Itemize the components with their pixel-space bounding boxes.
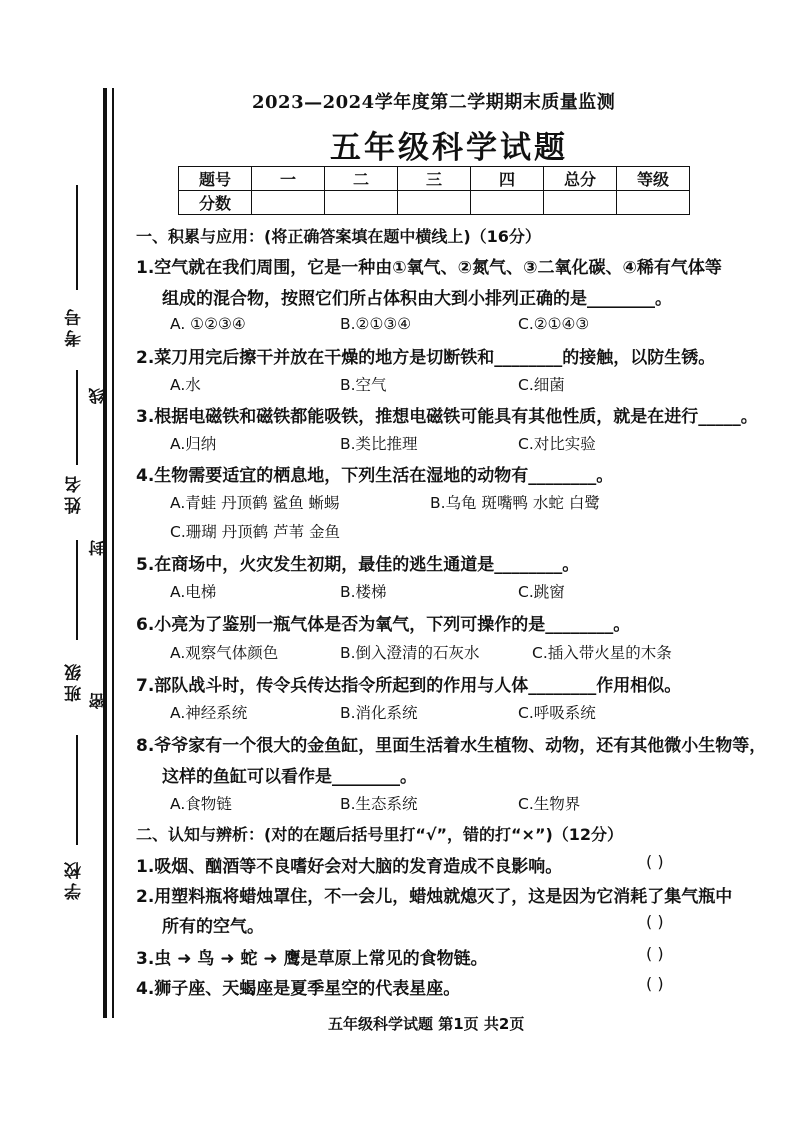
binding-line-thin	[112, 88, 114, 1018]
q5-option-b[interactable]: B.楼梯	[340, 583, 387, 601]
q3-option-a[interactable]: A.归纳	[170, 435, 217, 453]
q8-line1: 8.爷爷家有一个很大的金鱼缸，里面生活着水生植物、动物，还有其他微小生物等，	[136, 736, 767, 756]
page-footer: 五年级科学试题 第1页 共2页	[328, 1015, 525, 1033]
score-table	[178, 166, 690, 215]
q1-option-c[interactable]: C.②①④③	[518, 315, 590, 333]
q7-line1: 7.部队战斗时，传令兵传达指令所起到的作用与人体________作用相似。	[136, 676, 682, 696]
score-cell: 题号	[179, 167, 252, 191]
q1-option-a[interactable]: A. ①②③④	[170, 315, 246, 333]
s2-q1: 1.吸烟、酗酒等不良嗜好会对大脑的发育造成不良影响。	[136, 857, 563, 877]
label-exam-number: 考号	[65, 305, 85, 347]
score-cell: 分数	[179, 191, 252, 215]
q7-option-b[interactable]: B.消化系统	[340, 704, 418, 722]
blank-exam-number	[76, 185, 78, 290]
s2-q1-answer[interactable]: ( )	[646, 852, 664, 871]
score-input-cell[interactable]	[325, 191, 398, 215]
blank-class	[76, 540, 78, 640]
q5-option-c[interactable]: C.跳窗	[518, 583, 565, 601]
label-class: 班级	[65, 660, 85, 702]
exam-header: 2023—2024学年度第二学期期末质量监测	[252, 92, 616, 113]
q4-option-a[interactable]: A.青蛙 丹顶鹤 鲨鱼 蜥蜴	[170, 494, 340, 512]
q1-option-b[interactable]: B.②①③④	[340, 315, 412, 333]
q8-line2: 这样的鱼缸可以看作是________。	[162, 767, 417, 787]
s2-q4-answer[interactable]: ( )	[646, 974, 664, 993]
q2-option-a[interactable]: A.水	[170, 376, 201, 394]
s2-q2-line1: 2.用塑料瓶将蜡烛罩住，不一会儿，蜡烛就熄灭了，这是因为它消耗了集气瓶中	[136, 887, 733, 907]
section2-heading: 二、认知与辨析：(对的在题后括号里打“√”，错的打“×”)（12分）	[136, 825, 624, 844]
s2-q3	[136, 944, 488, 969]
q6-option-c[interactable]: C.插入带火星的木条	[532, 644, 672, 662]
q6-option-a[interactable]: A.观察气体颜色	[170, 644, 279, 662]
section1-heading: 一、积累与应用：(将正确答案填在题中横线上)（16分）	[136, 227, 541, 246]
q4-option-b[interactable]: B.乌龟 斑嘴鸭 水蛇 白鹭	[430, 494, 600, 512]
score-input-cell[interactable]	[617, 191, 690, 215]
q6-line1: 6.小亮为了鉴别一瓶气体是否为氧气，下列可操作的是________。	[136, 615, 631, 635]
score-cell: 等级	[617, 167, 690, 191]
arrow-right-icon: ➜	[220, 949, 235, 969]
label-school: 学校	[65, 858, 85, 900]
q5-option-a[interactable]: A.电梯	[170, 583, 217, 601]
s2-q2-answer[interactable]: ( )	[646, 912, 664, 931]
arrow-right-icon: ➜	[177, 949, 192, 969]
s2-q2-line2: 所有的空气。	[162, 917, 264, 937]
s2-q3-prefix: 3.	[136, 949, 155, 969]
score-cell: 三	[398, 167, 471, 191]
q3-option-b[interactable]: B.类比推理	[340, 435, 418, 453]
chain-bird: 鸟	[197, 949, 215, 969]
q3-line1: 3.根据电磁铁和磁铁都能吸铁，推想电磁铁可能具有其他性质，就是在进行_____。	[136, 407, 758, 427]
q7-option-a[interactable]: A.神经系统	[170, 704, 248, 722]
chain-insect: 虫	[154, 949, 172, 969]
q2-line1: 2.菜刀用完后擦干并放在干燥的地方是切断铁和________的接触，以防生锈。	[136, 348, 716, 368]
mark-seal: 封	[88, 540, 107, 556]
score-input-cell[interactable]	[544, 191, 617, 215]
s2-q3-suffix: 是草原上常见的食物链。	[300, 949, 488, 969]
chain-eagle: 鹰	[283, 949, 301, 969]
q2-option-b[interactable]: B.空气	[340, 376, 387, 394]
q4-option-c[interactable]: C.珊瑚 丹顶鹤 芦苇 金鱼	[170, 523, 341, 541]
score-input-cell[interactable]	[471, 191, 544, 215]
chain-snake: 蛇	[240, 949, 258, 969]
q8-option-c[interactable]: C.生物界	[518, 795, 581, 813]
q6-option-b[interactable]: B.倒入澄清的石灰水	[340, 644, 480, 662]
blank-school	[76, 735, 78, 845]
score-cell: 总分	[544, 167, 617, 191]
label-name: 姓名	[65, 472, 85, 514]
score-table-value-row	[179, 191, 690, 215]
arrow-right-icon: ➜	[263, 949, 278, 969]
exam-title: 五年级科学试题	[330, 130, 568, 166]
q2-option-c[interactable]: C.细菌	[518, 376, 565, 394]
mark-secret: 密	[88, 693, 107, 709]
q1-line2: 组成的混合物，按照它们所占体积由大到小排列正确的是________。	[162, 289, 672, 309]
q3-option-c[interactable]: C.对比实验	[518, 435, 596, 453]
q8-option-a[interactable]: A.食物链	[170, 795, 232, 813]
score-table-header-row	[179, 167, 690, 191]
s2-q3-answer[interactable]: ( )	[646, 944, 664, 963]
score-cell: 二	[325, 167, 398, 191]
mark-line: 线	[88, 388, 107, 404]
score-input-cell[interactable]	[398, 191, 471, 215]
score-cell: 一	[252, 167, 325, 191]
q1-line1: 1.空气就在我们周围，它是一种由①氧气、②氮气、③二氧化碳、④稀有气体等	[136, 258, 722, 278]
q8-option-b[interactable]: B.生态系统	[340, 795, 418, 813]
blank-name	[76, 370, 78, 465]
q7-option-c[interactable]: C.呼吸系统	[518, 704, 596, 722]
q5-line1: 5.在商场中，火灾发生初期，最佳的逃生通道是________。	[136, 555, 580, 575]
score-cell: 四	[471, 167, 544, 191]
q4-line1: 4.生物需要适宜的栖息地，下列生活在湿地的动物有________。	[136, 466, 614, 486]
s2-q4: 4.狮子座、天蝎座是夏季星空的代表星座。	[136, 979, 461, 999]
score-input-cell[interactable]	[252, 191, 325, 215]
